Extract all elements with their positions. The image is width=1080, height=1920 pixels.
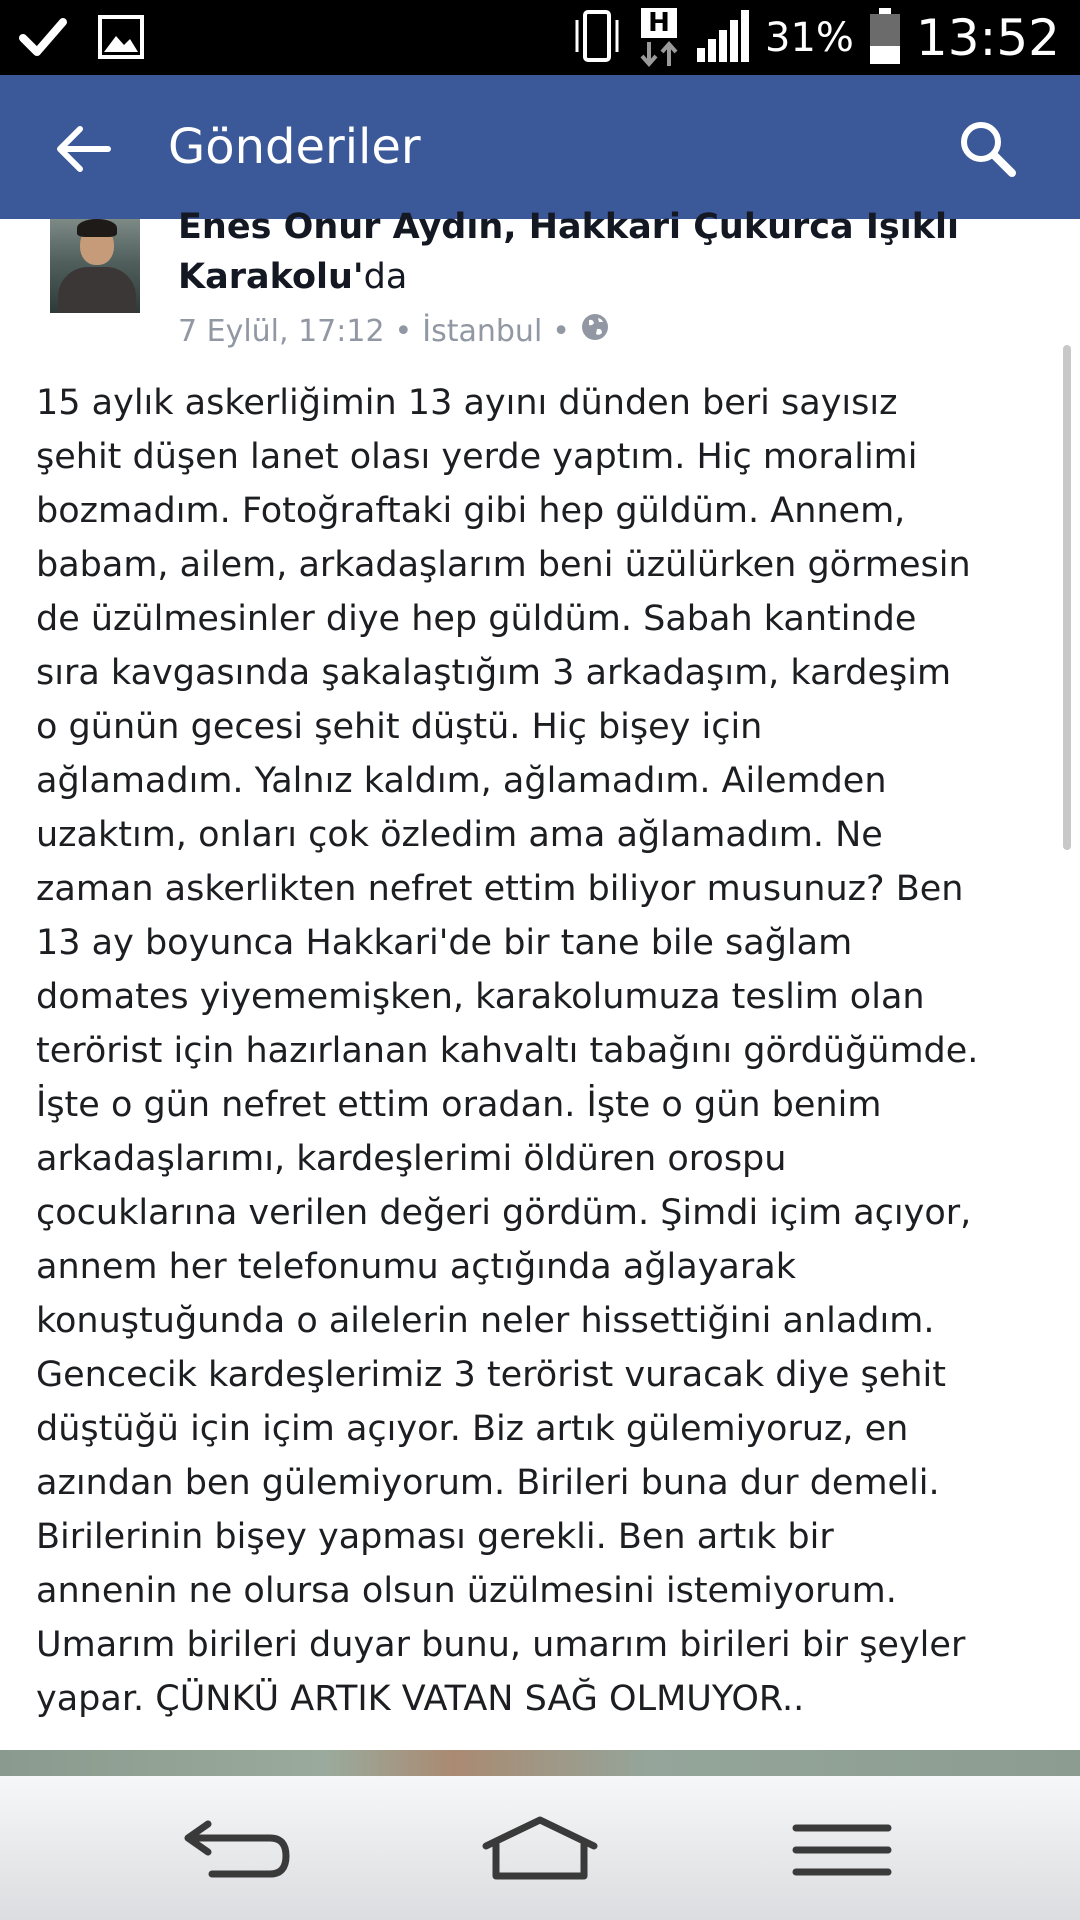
post-body-line: uzaktım, onları çok özledim ama ağlamadım. Ne xyxy=(36,815,883,855)
post-meta xyxy=(178,312,610,350)
status-system xyxy=(571,0,1060,75)
app-bar xyxy=(0,75,1080,219)
avatar[interactable] xyxy=(50,219,140,313)
post-header xyxy=(0,207,1080,349)
battery-percent: 31% xyxy=(765,14,854,61)
post-body-line: çocuklarına verilen değeri gördüm. Şimdi içim açıyor, xyxy=(36,1193,972,1233)
post-body-line: annenin ne olursa olsun üzülmesini istemiyorum. xyxy=(36,1571,897,1611)
check-icon xyxy=(18,12,68,66)
network-type-icon xyxy=(637,8,681,68)
author-name[interactable]: Enes Onur Aydın, Hakkari Çukurca Işıklı xyxy=(178,207,959,247)
post-body-line: Birilerinin bişey yapması gerekli. Ben artık bir xyxy=(36,1517,834,1557)
network-type-label: H xyxy=(641,8,677,38)
meta-separator: • xyxy=(394,313,413,349)
post-body-line: bozmadım. Fotoğraftaki gibi hep güldüm. Annem, xyxy=(36,491,906,531)
search-icon xyxy=(956,117,1020,181)
post-body-line: domates yiyememişken, karakolumuza teslim olan xyxy=(36,977,925,1017)
post-body-line: yapar. ÇÜNKÜ ARTIK VATAN SAĞ OLMUYOR.. xyxy=(36,1679,805,1719)
navigation-bar xyxy=(0,1776,1080,1920)
post-body-line: sıra kavgasında şakalaştığım 3 arkadaşım, kardeşim xyxy=(36,653,952,693)
image-icon xyxy=(96,12,146,66)
post-body-line: arkadaşlarımı, kardeşlerimi öldüren orospu xyxy=(36,1139,787,1179)
post-body-line: terörist için hazırlanan kahvaltı tabağını gördüğümde. xyxy=(36,1031,979,1071)
post-body-line: o günün gecesi şehit düştü. Hiç bişey için xyxy=(36,707,763,747)
signal-icon xyxy=(695,8,751,68)
clock: 13:52 xyxy=(915,8,1060,67)
page-title: Gönderiler xyxy=(168,119,421,175)
post-body-line: azından ben gülemiyorum. Birileri buna dur demeli. xyxy=(36,1463,940,1503)
post-body-line: konuştuğunda o ailelerin neler hissettiğini anladım. xyxy=(36,1301,935,1341)
vibrate-icon xyxy=(571,6,623,70)
search-button[interactable] xyxy=(956,117,1020,181)
globe-icon[interactable] xyxy=(580,312,610,350)
post-body-line: 15 aylık askerliğimin 13 ayını dünden beri sayısız xyxy=(36,383,898,423)
post-body-line: 13 ay boyunca Hakkari'de bir tane bile sağlam xyxy=(36,923,853,963)
back-button[interactable] xyxy=(52,117,116,181)
location-name[interactable]: Karakolu' xyxy=(178,257,364,297)
back-arrow-icon xyxy=(178,1816,298,1886)
post-location[interactable]: İstanbul xyxy=(422,313,543,349)
post-body-line: babam, ailem, arkadaşlarım beni üzülürken görmesin xyxy=(36,545,971,585)
status-notifications xyxy=(18,12,146,66)
post-body-line: annem her telefonumu açtığında ağlayarak xyxy=(36,1247,796,1287)
status-bar xyxy=(0,0,1080,75)
nav-home-button[interactable] xyxy=(480,1816,600,1886)
scrollbar[interactable] xyxy=(1063,345,1071,850)
post-body-line: zaman askerlikten nefret ettim biliyor musunuz? Ben xyxy=(36,869,964,909)
post-body-line: ağlamadım. Yalnız kaldım, ağlamadım. Ailemden xyxy=(36,761,887,801)
location-suffix: da xyxy=(363,257,408,297)
post-body-line: şehit düşen lanet olası yerde yaptım. Hiç moralimi xyxy=(36,437,918,477)
post-body-line: İşte o gün nefret ettim oradan. İşte o gün benim xyxy=(36,1085,882,1125)
nav-back-button[interactable] xyxy=(178,1816,298,1886)
post-body xyxy=(36,376,1046,1726)
home-icon xyxy=(480,1816,600,1886)
post-date[interactable]: 7 Eylül, 17:12 xyxy=(178,313,385,349)
battery-icon xyxy=(868,6,902,70)
author-location[interactable] xyxy=(178,257,407,297)
nav-menu-button[interactable] xyxy=(782,1816,902,1886)
post-body-line: Gencecik kardeşlerimiz 3 terörist vuracak diye şehit xyxy=(36,1355,946,1395)
meta-separator: • xyxy=(552,313,570,349)
post-body-line: de üzülmesinler diye hep güldüm. Sabah kantinde xyxy=(36,599,917,639)
arrow-left-icon xyxy=(52,117,116,181)
menu-icon xyxy=(782,1816,902,1886)
post-body-line: Umarım birileri duyar bunu, umarım birileri bir şeyler xyxy=(36,1625,966,1665)
post-body-line: düştüğü için içim açıyor. Biz artık gülemiyoruz, en xyxy=(36,1409,909,1449)
